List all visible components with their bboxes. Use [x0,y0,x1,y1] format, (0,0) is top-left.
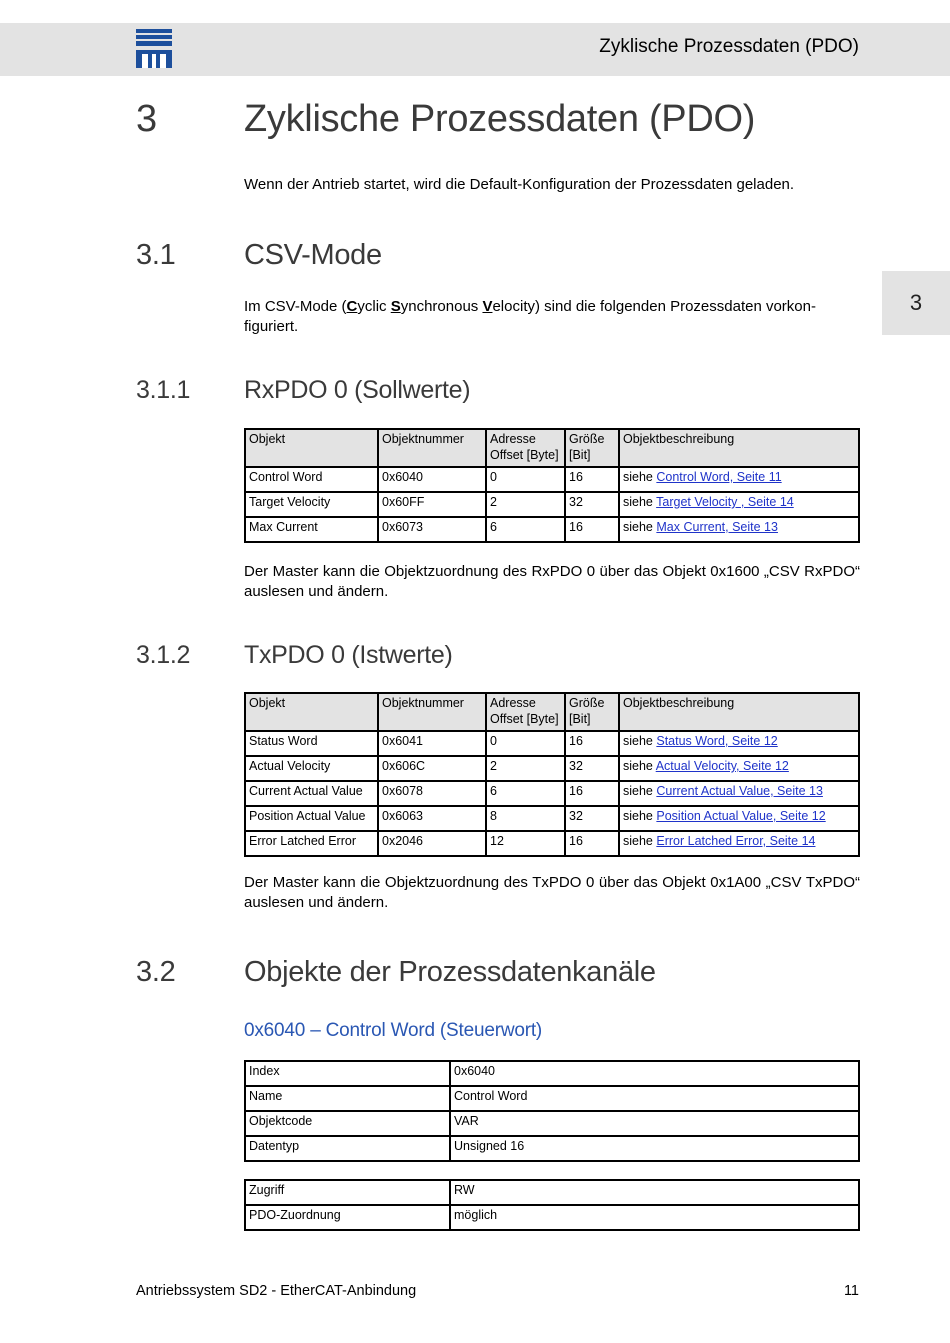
rxpdo-table [244,428,860,543]
table-row [245,1086,859,1111]
cell-nummer: 0x2046 [378,831,486,856]
cell-groesse: 16 [565,731,619,756]
table-row [245,1205,859,1230]
cell-objekt: Max Current [245,517,378,542]
cell-groesse: 32 [565,806,619,831]
header-groesse: Größe [Bit] [565,429,619,467]
table-row [245,756,859,781]
cell-beschreibung: siehe Error Latched Error, Seite 14 [619,831,859,856]
table-row [245,1061,859,1086]
cell-value: möglich [450,1205,859,1230]
header-objektbeschreibung: Objektbeschreibung [619,693,859,731]
cell-beschreibung: siehe Target Velocity , Seite 14 [619,492,859,517]
footer-document-title: Antriebssystem SD2 - EtherCAT-Anbindung [136,1283,417,1299]
object-reference-link[interactable]: Status Word, Seite 12 [656,734,778,748]
cell-value: Control Word [450,1086,859,1111]
cell-offset: 6 [486,781,565,806]
section-3-2-title: Objekte der Prozessdatenkanäle [244,956,656,988]
cell-key: PDO-Zuordnung [245,1205,450,1230]
header-groesse: Größe [Bit] [565,693,619,731]
object-reference-link[interactable]: Actual Velocity, Seite 12 [655,759,789,773]
acronym-letter-v: V [482,298,493,315]
header-objekt: Objekt [245,429,378,467]
header-objektbeschreibung: Objektbeschreibung [619,429,859,467]
cell-nummer: 0x6041 [378,731,486,756]
table-row [245,467,859,492]
cell-nummer: 0x6073 [378,517,486,542]
cell-key: Objektcode [245,1111,450,1136]
object-reference-link[interactable]: Target Velocity , Seite 14 [656,495,794,509]
chapter-number: 3 [136,98,157,140]
txpdo-table [244,692,860,857]
cell-groesse: 32 [565,492,619,517]
text-fragment: elocity) sind die folgenden Prozessdaten vorkon- [492,298,816,315]
cell-offset: 12 [486,831,565,856]
acronym-letter-s: S [390,298,401,315]
table-row [245,731,859,756]
cell-objekt: Error Latched Error [245,831,378,856]
section-3-1-2-number: 3.1.2 [136,641,191,669]
object-reference-link[interactable]: Position Actual Value, Seite 12 [656,809,826,823]
acronym-letter-c: C [346,298,358,315]
cell-objekt: Control Word [245,467,378,492]
header-objektnummer: Objektnummer [378,429,486,467]
section-3-1-text [244,297,860,336]
table-row [245,781,859,806]
cell-key: Datentyp [245,1136,450,1161]
cell-groesse: 16 [565,467,619,492]
text-fragment: ynchronous [400,298,483,315]
table-row [245,1111,859,1136]
cell-nummer: 0x606C [378,756,486,781]
table-row [245,492,859,517]
cell-groesse: 16 [565,517,619,542]
cell-objekt: Position Actual Value [245,806,378,831]
cell-value: Unsigned 16 [450,1136,859,1161]
cell-key: Name [245,1086,450,1111]
object-reference-link[interactable]: Control Word, Seite 11 [656,470,782,484]
cell-key: Zugriff [245,1180,450,1205]
cell-nummer: 0x6078 [378,781,486,806]
object-reference-link[interactable]: Current Actual Value, Seite 13 [656,784,823,798]
cell-offset: 2 [486,492,565,517]
chapter-intro: Wenn der Antrieb startet, wird die Default-Konfiguration der Prozessdaten geladen. [244,176,795,193]
rxpdo-note: Der Master kann die Objektzuordnung des RxPDO 0 über das Objekt 0x1600 „CSV RxPDO“ auslesen und ändern. [244,563,860,600]
object-properties-table [244,1060,860,1162]
cell-beschreibung: siehe Actual Velocity, Seite 12 [619,756,859,781]
cell-nummer: 0x6040 [378,467,486,492]
header-title: Zyklische Prozessdaten (PDO) [599,36,859,57]
text-fragment: yclic [357,298,391,315]
cell-offset: 6 [486,517,565,542]
cell-value: VAR [450,1111,859,1136]
text-fragment: Im CSV-Mode ( [244,298,347,315]
table-row [245,517,859,542]
object-reference-link[interactable]: Max Current, Seite 13 [656,520,778,534]
table-row [245,1180,859,1205]
cell-groesse: 16 [565,781,619,806]
cell-nummer: 0x60FF [378,492,486,517]
cell-beschreibung: siehe Control Word, Seite 11 [619,467,859,492]
object-access-table [244,1179,860,1231]
table-header-row [245,693,859,731]
section-3-2-number: 3.2 [136,956,176,988]
text-fragment: figuriert. [244,317,299,335]
cell-nummer: 0x6063 [378,806,486,831]
table-row [245,806,859,831]
cell-offset: 8 [486,806,565,831]
section-3-1-number: 3.1 [136,239,176,271]
cell-groesse: 32 [565,756,619,781]
section-3-1-2-title: TxPDO 0 (Istwerte) [244,641,453,669]
cell-objekt: Target Velocity [245,492,378,517]
section-3-1-1-title: RxPDO 0 (Sollwerte) [244,376,471,404]
company-logo-icon [136,29,172,68]
cell-objekt: Current Actual Value [245,781,378,806]
table-row [245,831,859,856]
cell-beschreibung: siehe Position Actual Value, Seite 12 [619,806,859,831]
cell-objekt: Status Word [245,731,378,756]
header-objekt: Objekt [245,693,378,731]
cell-value: RW [450,1180,859,1205]
object-reference-link[interactable]: Error Latched Error, Seite 14 [656,834,816,848]
footer-page-number: 11 [843,1283,859,1299]
cell-value: 0x6040 [450,1061,859,1086]
object-subtitle: 0x6040 – Control Word (Steuerwort) [244,1020,543,1041]
section-3-1-1-number: 3.1.1 [136,376,191,404]
cell-offset: 2 [486,756,565,781]
header-adresse: Adresse Offset [Byte] [486,693,565,731]
header-objektnummer: Objektnummer [378,693,486,731]
cell-objekt: Actual Velocity [245,756,378,781]
cell-beschreibung: siehe Max Current, Seite 13 [619,517,859,542]
cell-beschreibung: siehe Status Word, Seite 12 [619,731,859,756]
cell-offset: 0 [486,467,565,492]
header-adresse: Adresse Offset [Byte] [486,429,565,467]
chapter-tab: 3 [882,271,950,335]
cell-beschreibung: siehe Current Actual Value, Seite 13 [619,781,859,806]
chapter-title: Zyklische Prozessdaten (PDO) [244,98,756,140]
table-row [245,1136,859,1161]
cell-groesse: 16 [565,831,619,856]
section-3-1-title: CSV-Mode [244,239,382,271]
txpdo-note: Der Master kann die Objektzuordnung des TxPDO 0 über das Objekt 0x1A00 „CSV TxPDO“ auslesen und ändern. [244,874,860,911]
cell-offset: 0 [486,731,565,756]
table-header-row [245,429,859,467]
cell-key: Index [245,1061,450,1086]
